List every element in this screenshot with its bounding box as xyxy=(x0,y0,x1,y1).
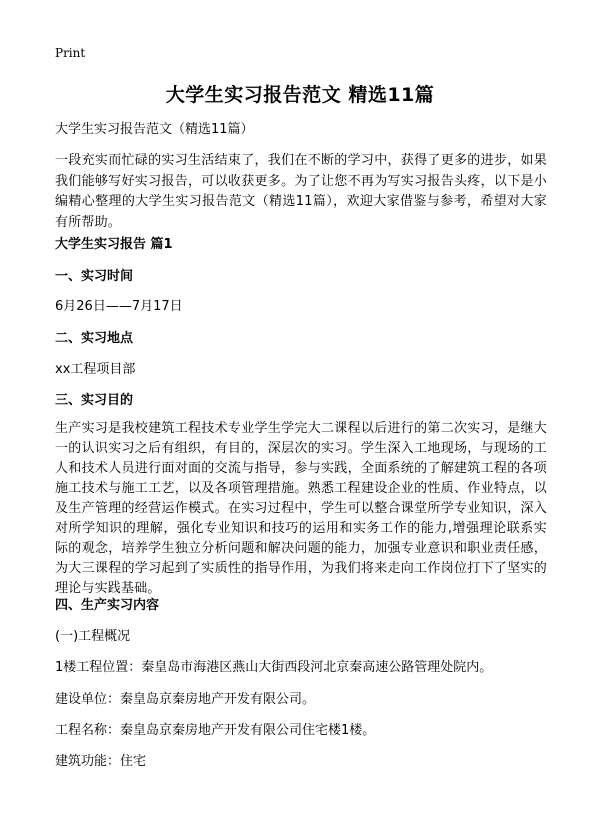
section-heading-content: 四、生产实习内容 xyxy=(55,598,160,613)
detail-location: 1楼工程位置：秦皇岛市海港区燕山大街西段河北京秦高速公路管理处院内。 xyxy=(55,660,493,675)
section-heading-location: 二、实习地点 xyxy=(55,331,134,346)
section-text-purpose: 生产实习是我校建筑工程技术专业学生学完大二课程以后进行的第二次实习，是继大一的认识实习之后有组织，有目的，深层次的实习。学生深入工地现场，与现场的工人和技术人员进行面对面的交流与指导，参与实践，全面系统的了解建筑工程的各项施工技术与施工工艺，以及各项管理措施。熟悉工程建设企业的性质、作业特点，以及生产管理的经营运作模式。在实习过程中，学生可以整合课堂所学专业知识，深入对所学知识的理解，强化专业知识和技巧的运用和实务工作的能力,增强理论联系实际的观念，培养学生独立分析问题和解决问题的能力，加强专业意识和职业责任感，为大三课程的学习起到了实质性的指导作用，为我们将来走向工作岗位打下了坚实的理论与实践基础。 xyxy=(55,421,547,596)
detail-project-name: 工程名称：秦皇岛京秦房地产开发有限公司住宅楼1楼。 xyxy=(55,723,376,738)
detail-developer: 建设单位：秦皇岛京秦房地产开发有限公司。 xyxy=(55,692,316,707)
section-text-location: xx工程项目部 xyxy=(55,362,136,377)
detail-function: 建筑功能：住宅 xyxy=(55,754,147,769)
print-link[interactable]: Print xyxy=(55,46,86,60)
section-heading-time: 一、实习时间 xyxy=(55,269,134,284)
article-heading: 大学生实习报告 篇1 xyxy=(55,237,173,252)
section-text-time: 6月26日——7月17日 xyxy=(55,299,183,314)
intro-paragraph: 一段充实而忙碌的实习生活结束了，我们在不断的学习中，获得了更多的进步，如果我们能够写好实习报告，可以收获更多。为了让您不再为写实习报告头疼，以下是小编精心整理的大学生实习报告范文（精选11篇），欢迎大家借鉴与参考，希望对大家有所帮助。 xyxy=(55,153,547,230)
subtitle: 大学生实习报告范文（精选11篇） xyxy=(55,122,254,137)
subsection-heading: (一)工程概况 xyxy=(55,629,131,644)
section-heading-purpose: 三、实习目的 xyxy=(55,393,134,408)
page-title: 大学生实习报告范文 精选11篇 xyxy=(165,84,435,106)
